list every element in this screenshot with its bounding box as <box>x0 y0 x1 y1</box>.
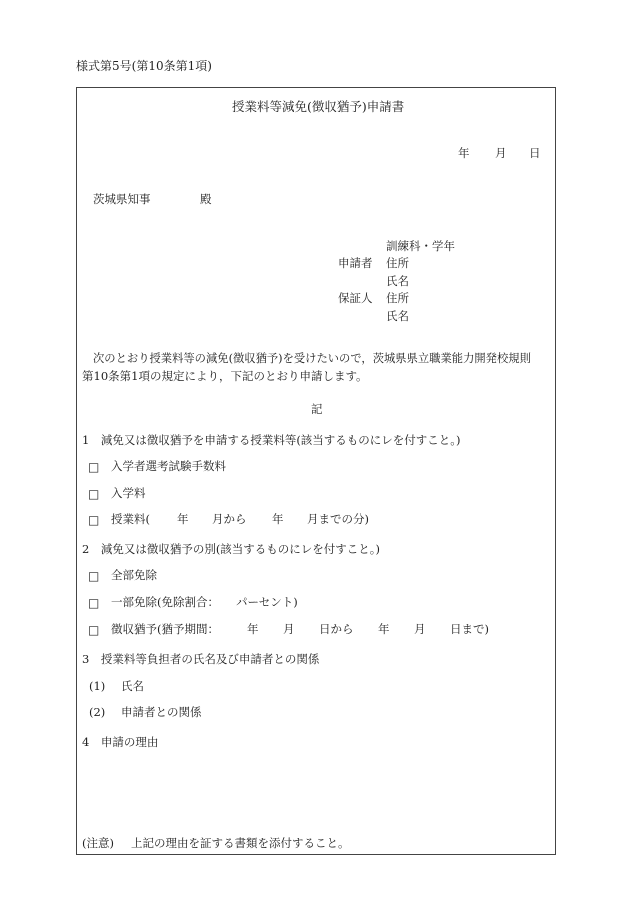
section3-item-label-relation: 申請者との関係 <box>121 705 202 719</box>
guarantor-name-label: 氏名 <box>386 309 409 323</box>
deferral-year: 年 <box>247 622 259 636</box>
date-day: 日 <box>529 146 541 160</box>
deferral-to: 日まで) <box>450 622 489 636</box>
option-admission-fee: 入学料 <box>111 486 146 500</box>
option-exam-fee: 入学者選考試験手数料 <box>111 459 226 473</box>
deferral-year2: 年 <box>378 622 390 636</box>
option-full-exemption: 全部免除 <box>111 568 157 582</box>
checkbox-tuition[interactable]: □ <box>88 513 100 527</box>
partial-unit: パーセント) <box>236 595 298 609</box>
deferral-month: 月 <box>283 622 295 636</box>
addressee-honorific: 殿 <box>200 192 212 206</box>
section3-item-label-name: 氏名 <box>121 679 144 693</box>
checkbox-exam-fee[interactable]: □ <box>88 460 100 474</box>
checkbox-deferral[interactable]: □ <box>88 623 100 637</box>
checkbox-full-exemption[interactable]: □ <box>88 569 100 583</box>
date-month: 月 <box>495 146 507 160</box>
tuition-from-month: 月から <box>212 512 247 526</box>
checkbox-partial-exemption[interactable]: □ <box>88 596 100 610</box>
date-year: 年 <box>458 146 470 160</box>
ki-heading: 記 <box>311 402 323 416</box>
note-label: (注意) <box>82 836 114 850</box>
form-title: 授業料等減免(徴収猶予)申請書 <box>232 99 405 114</box>
tuition-to-month: 月までの分) <box>307 512 369 526</box>
addressee-governor: 茨城県知事 <box>93 192 151 206</box>
tuition-year2: 年 <box>272 512 284 526</box>
guarantor-label: 保証人 <box>338 291 373 305</box>
checkbox-admission-fee[interactable]: □ <box>88 487 100 501</box>
option-tuition: 授業料( <box>111 512 150 526</box>
applicant-name-label: 氏名 <box>386 274 409 288</box>
applicant-label: 申請者 <box>338 256 373 270</box>
option-deferral: 徴収猶予(猶予期間： <box>111 622 219 636</box>
guarantor-address-label: 住所 <box>386 291 409 305</box>
body-text-line2: 第10条第1項の規定により，下記のとおり申請します。 <box>82 369 368 383</box>
applicant-address-label: 住所 <box>386 256 409 270</box>
body-text-line1: 次のとおり授業料等の減免(徴収猶予)を受けたいので，茨城県県立職業能力開発校規則 <box>93 352 531 365</box>
section4-heading: 4 申請の理由 <box>82 735 159 749</box>
form-number: 様式第5号(第10条第1項) <box>76 59 212 73</box>
deferral-month2: 月 <box>414 622 426 636</box>
option-partial-exemption: 一部免除(免除割合： <box>111 595 219 609</box>
note-text: 上記の理由を証する書類を添付すること。 <box>131 836 350 850</box>
section3-heading: 3 授業料等負担者の氏名及び申請者との関係 <box>82 652 320 666</box>
course-label: 訓練科・学年 <box>386 239 455 253</box>
section3-item-num-2: (2) <box>89 705 106 719</box>
section1-heading: 1 減免又は徴収猶予を申請する授業料等(該当するものにレを付すこと。) <box>82 433 461 447</box>
section2-heading: 2 減免又は徴収猶予の別(該当するものにレを付すこと。) <box>82 542 381 556</box>
deferral-from: 日から <box>319 622 354 636</box>
section3-item-num-1: (1) <box>89 679 106 693</box>
tuition-year: 年 <box>177 512 189 526</box>
